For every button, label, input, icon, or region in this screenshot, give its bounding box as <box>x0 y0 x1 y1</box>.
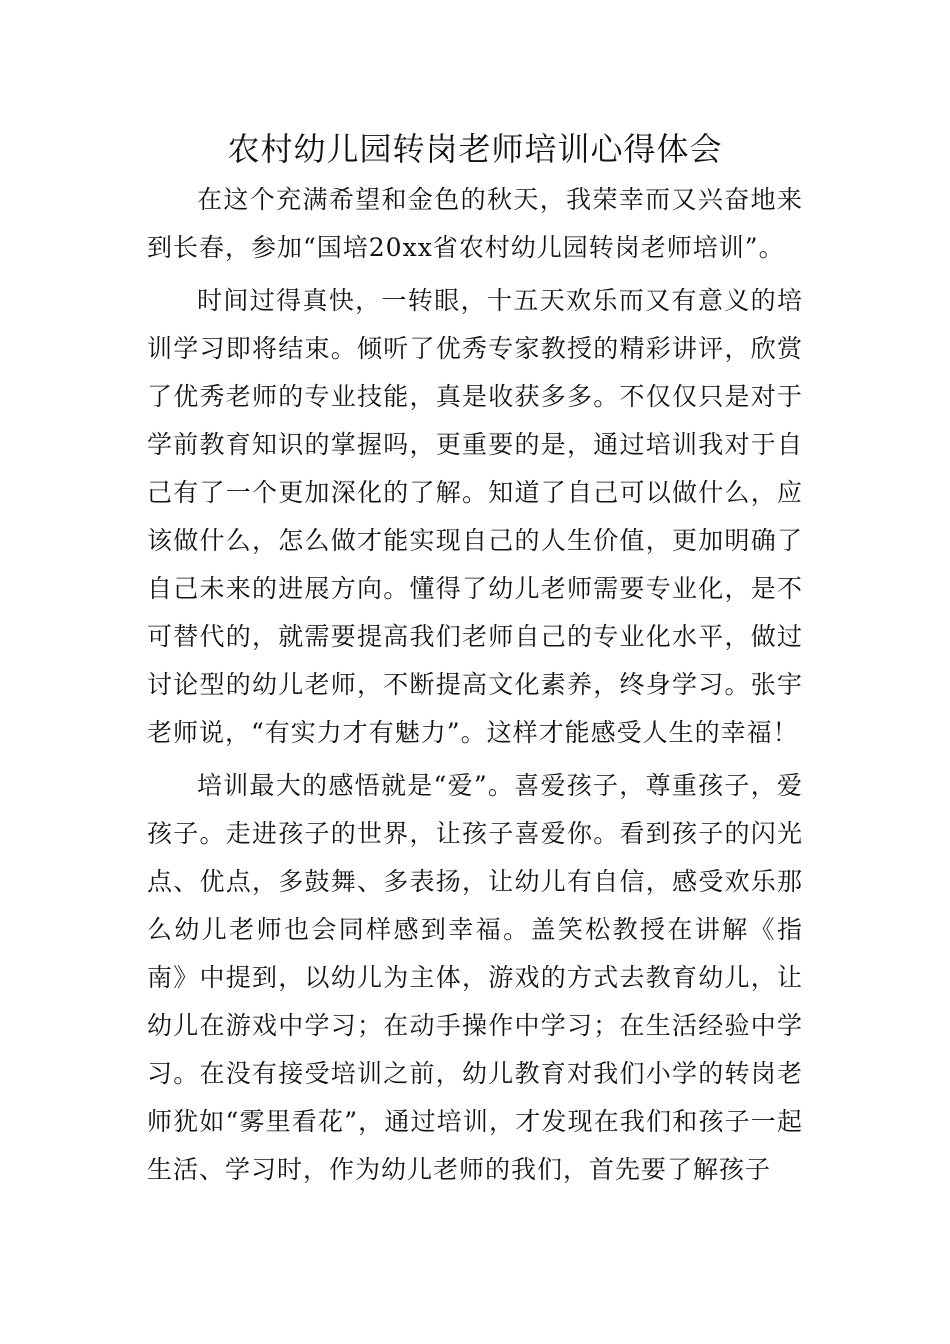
paragraph-3: 培训最大的感悟就是“爱”。喜爱孩子，尊重孩子，爱孩子。走进孩子的世界，让孩子喜爱你。看到孩子的闪光点、优点，多鼓舞、多表扬，让幼儿有自信，感受欢乐那么幼儿老师也会同样感到幸福。盖笑松教授在讲解《指南》中提到，以幼儿为主体，游戏的方式去教育幼儿，让幼儿在游戏中学习；在动手操作中学习；在生活经验中学习。在没有接受培训之前，幼儿教育对我们小学的转岗老师犹如“雾里看花”，通过培训，才发现在我们和孩子一起生活、学习时，作为幼儿老师的我们，首先要了解孩子 <box>147 771 803 1184</box>
document-body <box>147 176 803 1199</box>
paragraph-1: 在这个充满希望和金色的秋天，我荣幸而又兴奋地来到长春，参加“国培20xx省农村幼儿园转岗老师培训”。 <box>147 185 803 262</box>
document-title: 农村幼儿园转岗老师培训心得体会 <box>227 130 723 168</box>
paragraph-2: 时间过得真快，一转眼，十五天欢乐而又有意义的培训学习即将结束。倾听了优秀专家教授的精彩讲评，欣赏了优秀老师的专业技能，真是收获多多。不仅仅只是对于学前教育知识的掌握吗，更重要的是，通过培训我对于自己有了一个更加深化的了解。知道了自己可以做什么，应该做什么，怎么做才能实现自己的人生价值，更加明确了自己未来的进展方向。懂得了幼儿老师需要专业化，是不可替代的，就需要提高我们老师自己的专业化水平，做过讨论型的幼儿老师，不断提高文化素养，终身学习。张宇老师说，“有实力才有魅力”。这样才能感受人生的幸福！ <box>147 286 803 747</box>
